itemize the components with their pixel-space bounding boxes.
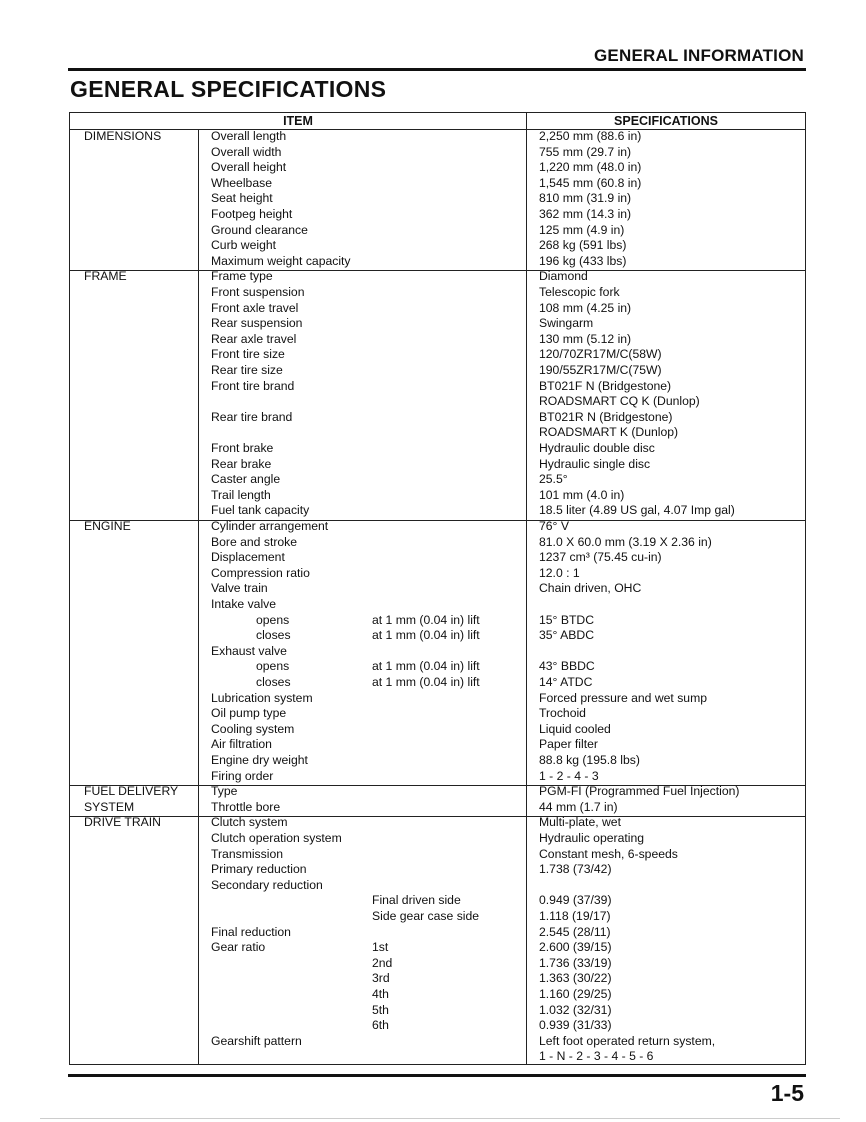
item-sublabel: closes	[256, 675, 291, 689]
item-label: Gear ratio	[211, 940, 266, 955]
spec-value: Hydraulic operating	[539, 831, 645, 845]
item-label: Intake valve	[211, 597, 277, 611]
item-label: Front tire size	[211, 347, 285, 362]
spec-value: 125 mm (4.9 in)	[539, 222, 625, 237]
item-condition: 5th	[372, 1002, 389, 1017]
item-label: Rear tire brand	[211, 409, 293, 424]
spec-value: 1.736 (33/19)	[539, 955, 612, 970]
item-label: Lubrication system	[211, 690, 313, 705]
item-label: Engine dry weight	[211, 753, 308, 767]
item-label: Fuel tank capacity	[211, 503, 310, 518]
section-header: GENERAL INFORMATION	[594, 46, 804, 65]
item-sublabel: opens	[256, 659, 290, 674]
spec-value: 81.0 X 60.0 mm (3.19 X 2.36 in)	[539, 534, 712, 549]
spec-value: 101 mm (4.0 in)	[539, 487, 625, 502]
spec-table	[69, 112, 806, 1065]
spec-value: 1.118 (19/17)	[539, 909, 611, 923]
item-label: Front suspension	[211, 285, 305, 299]
spec-value: Trochoid	[539, 706, 586, 721]
item-label: Overall length	[211, 129, 287, 143]
item-label: Transmission	[211, 846, 284, 861]
item-label: Oil pump type	[211, 706, 287, 721]
item-label: Displacement	[211, 550, 285, 565]
header-rule	[68, 68, 806, 71]
column-header-specifications: SPECIFICATIONS	[614, 114, 718, 128]
spec-value: 1 - 2 - 4 - 3	[539, 768, 599, 783]
spec-value: 14° ATDC	[539, 675, 593, 689]
spec-value: Chain driven, OHC	[539, 581, 642, 596]
spec-value: 190/55ZR17M/C(75W)	[539, 363, 662, 377]
item-label: Footpeg height	[211, 207, 293, 221]
spec-value: 130 mm (5.12 in)	[539, 331, 632, 346]
spec-value: ROADSMART CQ K (Dunlop)	[539, 394, 700, 409]
scan-edge-line	[40, 1118, 840, 1119]
item-condition: 2nd	[372, 955, 393, 970]
spec-value: 44 mm (1.7 in)	[539, 799, 618, 814]
item-condition: 3rd	[372, 971, 390, 986]
spec-value: 76° V	[539, 519, 569, 533]
group-label: DIMENSIONS	[84, 129, 162, 143]
spec-value: Left foot operated return system,	[539, 1033, 716, 1048]
spec-value: PGM-FI (Programmed Fuel Injection)	[539, 784, 740, 799]
spec-value: 25.5°	[539, 472, 568, 487]
spec-value: 120/70ZR17M/C(58W)	[539, 347, 662, 362]
spec-value: Diamond	[539, 269, 588, 284]
item-sublabel: closes	[256, 628, 291, 643]
item-label: Rear brake	[211, 456, 272, 471]
spec-value: 43° BBDC	[539, 659, 595, 674]
spec-value: Liquid cooled	[539, 721, 611, 736]
column-header-item: ITEM	[283, 114, 313, 128]
spec-value: 0.949 (37/39)	[539, 893, 612, 908]
item-label: Wheelbase	[211, 175, 272, 190]
spec-value: 1.160 (29/25)	[539, 987, 612, 1001]
item-label: Secondary reduction	[211, 877, 323, 892]
spec-value: 2.600 (39/15)	[539, 940, 612, 955]
table-header-row	[70, 113, 805, 130]
spec-value: 108 mm (4.25 in)	[539, 300, 632, 315]
item-label: Final reduction	[211, 924, 291, 939]
spec-value: Telescopic fork	[539, 285, 620, 299]
item-label: Air filtration	[211, 737, 272, 752]
item-condition: 4th	[372, 987, 389, 1001]
item-label: Throttle bore	[211, 799, 281, 814]
item-label: Overall width	[211, 144, 282, 159]
group-label-line2: SYSTEM	[84, 799, 135, 814]
item-label: Gearshift pattern	[211, 1033, 302, 1048]
spec-value: 1.363 (30/22)	[539, 971, 612, 986]
group-divider	[70, 270, 806, 271]
spec-value: 1 - N - 2 - 3 - 4 - 5 - 6	[539, 1049, 654, 1064]
spec-value: 88.8 kg (195.8 lbs)	[539, 753, 640, 767]
item-condition: at 1 mm (0.04 in) lift	[372, 659, 480, 674]
spec-value: 362 mm (14.3 in)	[539, 207, 632, 221]
spec-value: Hydraulic single disc	[539, 456, 651, 471]
item-label: Seat height	[211, 191, 273, 206]
spec-value: 35° ABDC	[539, 628, 595, 643]
item-label: Cooling system	[211, 721, 295, 736]
page-title: GENERAL SPECIFICATIONS	[70, 76, 387, 102]
item-condition: at 1 mm (0.04 in) lift	[372, 628, 480, 643]
item-label: Ground clearance	[211, 222, 308, 237]
group-divider	[70, 816, 806, 817]
item-label: Rear tire size	[211, 363, 283, 377]
item-label: Exhaust valve	[211, 643, 287, 658]
spec-value: 810 mm (31.9 in)	[539, 191, 632, 206]
spec-value: 1237 cm³ (75.45 cu-in)	[539, 550, 662, 565]
spec-value: 1.032 (32/31)	[539, 1002, 612, 1017]
item-label: Front brake	[211, 441, 274, 455]
column-divider-spec	[526, 113, 527, 1065]
group-label: DRIVE TRAIN	[84, 815, 161, 830]
item-label: Primary reduction	[211, 862, 307, 877]
item-sublabel: opens	[256, 612, 290, 627]
spec-value: BT021F N (Bridgestone)	[539, 378, 672, 393]
item-label: Front tire brand	[211, 378, 295, 393]
footer-rule	[68, 1074, 806, 1077]
page-number: 1-5	[770, 1080, 804, 1106]
spec-value: 1,220 mm (48.0 in)	[539, 160, 642, 175]
spec-value: 755 mm (29.7 in)	[539, 144, 632, 159]
group-divider	[70, 520, 806, 521]
item-label: Curb weight	[211, 238, 277, 253]
item-label: Front axle travel	[211, 300, 299, 315]
item-condition: Final driven side	[372, 893, 461, 908]
item-label: Type	[211, 784, 238, 799]
item-label: Cylinder arrangement	[211, 519, 329, 533]
spec-value: Multi-plate, wet	[539, 815, 621, 830]
group-label: ENGINE	[84, 519, 131, 533]
spec-value: 1.738 (73/42)	[539, 862, 612, 877]
item-condition: Side gear case side	[372, 909, 480, 923]
item-condition: at 1 mm (0.04 in) lift	[372, 612, 480, 627]
item-label: Trail length	[211, 487, 271, 502]
item-label: Rear axle travel	[211, 331, 297, 346]
item-label: Caster angle	[211, 472, 281, 487]
spec-value: 1,545 mm (60.8 in)	[539, 175, 642, 190]
spec-value: 12.0 : 1	[539, 565, 580, 580]
item-label: Clutch operation system	[211, 831, 342, 845]
group-label: FUEL DELIVERY	[84, 784, 179, 799]
spec-value: Swingarm	[539, 316, 594, 331]
item-label: Bore and stroke	[211, 534, 298, 549]
spec-value: 2,250 mm (88.6 in)	[539, 129, 642, 143]
spec-value: BT021R N (Bridgestone)	[539, 409, 673, 424]
spec-value: Paper filter	[539, 737, 598, 752]
spec-value: ROADSMART K (Dunlop)	[539, 425, 679, 440]
spec-value: 268 kg (591 lbs)	[539, 238, 627, 253]
spec-value: 0.939 (31/33)	[539, 1018, 612, 1033]
group-label: FRAME	[84, 269, 127, 284]
column-divider-group	[198, 129, 199, 1065]
item-label: Valve train	[211, 581, 268, 596]
item-label: Frame type	[211, 269, 273, 284]
item-label: Rear suspension	[211, 316, 303, 331]
spec-value: 15° BTDC	[539, 612, 594, 627]
spec-value: Hydraulic double disc	[539, 441, 655, 455]
spec-value: 196 kg (433 lbs)	[539, 253, 627, 268]
spec-value: 2.545 (28/11)	[539, 924, 611, 939]
item-label: Maximum weight capacity	[211, 253, 351, 268]
item-condition: at 1 mm (0.04 in) lift	[372, 675, 480, 689]
item-label: Overall height	[211, 160, 287, 175]
item-label: Clutch system	[211, 815, 288, 830]
item-label: Firing order	[211, 768, 274, 783]
spec-value: Forced pressure and wet sump	[539, 690, 707, 705]
item-label: Compression ratio	[211, 565, 310, 580]
item-condition: 6th	[372, 1018, 389, 1033]
item-condition: 1st	[372, 940, 389, 955]
spec-value: 18.5 liter (4.89 US gal, 4.07 Imp gal)	[539, 503, 735, 518]
spec-value: Constant mesh, 6-speeds	[539, 846, 678, 861]
